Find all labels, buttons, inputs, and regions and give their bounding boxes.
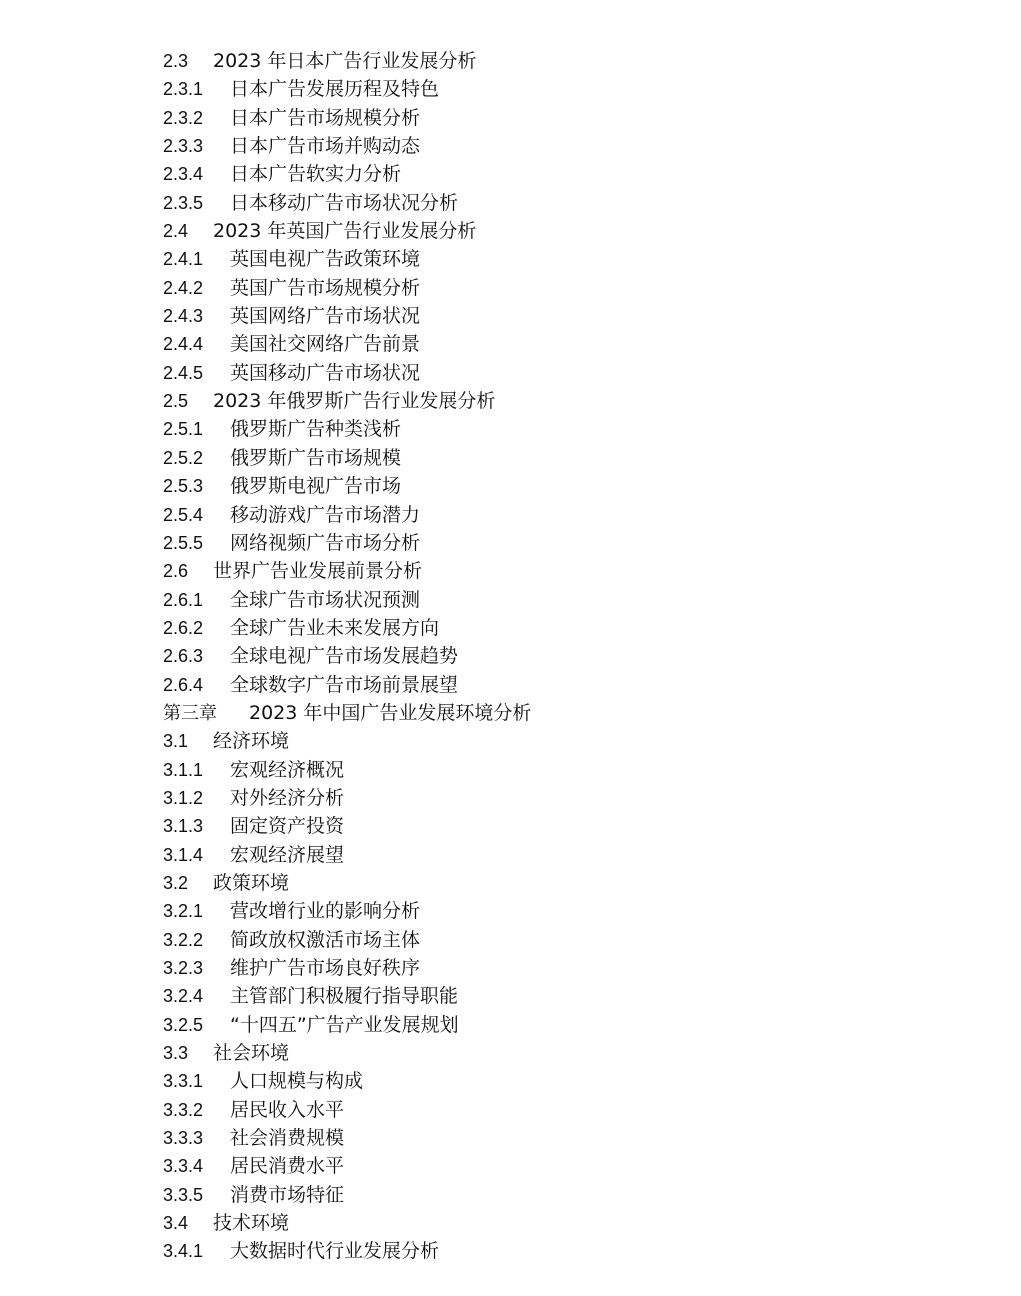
toc-title: 世界广告业发展前景分析 <box>213 560 423 583</box>
subsection-item <box>163 302 531 330</box>
toc-number: 3.3.2 <box>163 1099 204 1120</box>
toc-title: 英国电视广告政策环境 <box>230 248 421 271</box>
toc-title: 技术环境 <box>213 1212 290 1235</box>
toc-number: 3.1 <box>163 731 189 752</box>
toc-number: 2.4 <box>163 221 189 242</box>
subsection-item <box>163 671 531 699</box>
subsection-item <box>163 897 531 925</box>
toc-number: 2.6 <box>163 561 189 582</box>
subsection-item <box>163 160 531 188</box>
subsection-item <box>163 330 531 358</box>
subsection-item <box>163 812 531 840</box>
subsection-item <box>163 614 531 642</box>
toc-number: 3.2.5 <box>163 1014 204 1035</box>
subsection-item <box>163 586 531 614</box>
toc-number: 3.4.1 <box>163 1241 204 1262</box>
toc-title: 全球广告业未来发展方向 <box>230 616 440 639</box>
section-heading <box>163 869 531 897</box>
subsection-item <box>163 75 531 103</box>
toc-title: 人口规模与构成 <box>230 1070 364 1093</box>
subsection-item <box>163 1011 531 1039</box>
toc-title: 俄罗斯广告市场规模 <box>230 446 402 469</box>
toc-number: 2.3.1 <box>163 79 204 100</box>
subsection-item <box>163 444 531 472</box>
toc-number: 3.1.2 <box>163 787 204 808</box>
toc-number: 2.3.5 <box>163 192 204 213</box>
subsection-item <box>163 1096 531 1124</box>
subsection-item <box>163 926 531 954</box>
toc-title: 社会环境 <box>213 1042 290 1065</box>
toc-number: 2.4.2 <box>163 277 204 298</box>
toc-title: 日本广告市场并购动态 <box>230 135 421 158</box>
toc-number: 3.2.3 <box>163 958 204 978</box>
toc-title: 英国移动广告市场状况 <box>230 361 421 384</box>
toc-number: 3.2 <box>163 872 189 893</box>
subsection-item <box>163 415 531 443</box>
toc-title: “十四五”广告产业发展规划 <box>230 1013 459 1036</box>
section-heading <box>163 387 531 415</box>
toc-title: 全球电视广告市场发展趋势 <box>230 645 459 668</box>
subsection-item <box>163 104 531 132</box>
toc-number: 第三章 <box>163 702 217 723</box>
subsection-item <box>163 1067 531 1095</box>
subsection-item <box>163 642 531 670</box>
toc-number: 3.3 <box>163 1043 189 1064</box>
toc-number: 3.2.4 <box>163 986 204 1007</box>
toc-number: 3.3.4 <box>163 1156 204 1177</box>
toc-number: 3.1.3 <box>163 816 204 837</box>
toc-title: 2023 年中国广告业发展环境分析 <box>249 701 532 724</box>
section-heading <box>163 557 531 585</box>
toc-title: 俄罗斯电视广告市场 <box>230 475 402 498</box>
subsection-item <box>163 245 531 273</box>
subsection-item <box>163 274 531 302</box>
toc-title: 日本广告市场规模分析 <box>230 106 421 129</box>
toc-number: 2.4.5 <box>163 362 204 383</box>
toc-title: 日本广告软实力分析 <box>230 163 402 186</box>
toc-title: 居民收入水平 <box>230 1098 345 1121</box>
toc-title: 宏观经济展望 <box>230 843 345 866</box>
toc-number: 3.1.4 <box>163 844 204 865</box>
toc-number: 2.3.2 <box>163 107 204 128</box>
toc-number: 2.4.1 <box>163 249 204 270</box>
subsection-item <box>163 1237 531 1265</box>
table-of-contents <box>163 47 531 1266</box>
toc-title: 英国网络广告市场状况 <box>230 305 421 328</box>
subsection-item <box>163 954 531 982</box>
toc-number: 3.4 <box>163 1213 189 1234</box>
toc-title: 维护广告市场良好秩序 <box>230 957 421 979</box>
toc-number: 3.1.1 <box>163 759 204 780</box>
toc-number: 3.2.2 <box>163 929 204 950</box>
toc-title: 宏观经济概况 <box>230 758 345 781</box>
chapter-heading <box>163 699 531 727</box>
section-heading <box>163 1039 531 1067</box>
toc-number: 2.5 <box>163 391 189 412</box>
subsection-item <box>163 529 531 557</box>
subsection-item <box>163 1181 531 1209</box>
toc-title: 政策环境 <box>213 871 290 894</box>
toc-number: 2.6.1 <box>163 589 204 610</box>
toc-title: 移动游戏广告市场潜力 <box>230 503 421 526</box>
subsection-item <box>163 982 531 1010</box>
toc-number: 2.4.4 <box>163 334 204 355</box>
toc-title: 营改增行业的影响分析 <box>230 900 421 923</box>
toc-title: 全球广告市场状况预测 <box>230 588 421 611</box>
subsection-item <box>163 359 531 387</box>
toc-title: 大数据时代行业发展分析 <box>230 1240 440 1263</box>
subsection-item <box>163 472 531 500</box>
subsection-item <box>163 501 531 529</box>
toc-title: 固定资产投资 <box>230 815 345 838</box>
toc-title: 2023 年日本广告行业发展分析 <box>213 50 477 72</box>
subsection-item <box>163 841 531 869</box>
subsection-item <box>163 756 531 784</box>
toc-number: 2.4.3 <box>163 306 204 327</box>
toc-number: 3.2.1 <box>163 901 204 922</box>
toc-number: 2.5.5 <box>163 532 204 553</box>
toc-number: 2.6.4 <box>163 674 204 695</box>
toc-number: 2.5.2 <box>163 447 204 468</box>
toc-title: 对外经济分析 <box>230 786 345 809</box>
toc-title: 日本移动广告市场状况分析 <box>230 191 459 214</box>
section-heading <box>163 727 531 755</box>
toc-title: 网络视频广告市场分析 <box>230 531 421 554</box>
toc-title: 全球数字广告市场前景展望 <box>230 673 459 696</box>
toc-title: 日本广告发展历程及特色 <box>230 78 440 101</box>
toc-number: 3.3.1 <box>163 1071 204 1092</box>
toc-title: 消费市场特征 <box>230 1183 345 1206</box>
toc-number: 2.6.2 <box>163 617 204 638</box>
toc-title: 经济环境 <box>213 730 290 753</box>
toc-number: 2.5.1 <box>163 419 204 440</box>
section-heading <box>163 1209 531 1237</box>
toc-title: 社会消费规模 <box>230 1127 345 1150</box>
toc-number: 2.6.3 <box>163 646 204 667</box>
subsection-item <box>163 1152 531 1180</box>
subsection-item <box>163 1124 531 1152</box>
toc-number: 2.3.3 <box>163 136 204 157</box>
subsection-item <box>163 189 531 217</box>
subsection-item <box>163 784 531 812</box>
toc-number: 3.3.3 <box>163 1128 204 1149</box>
section-heading <box>163 47 531 75</box>
toc-title: 主管部门积极履行指导职能 <box>230 985 459 1008</box>
toc-title: 英国广告市场规模分析 <box>230 276 421 299</box>
toc-title: 俄罗斯广告种类浅析 <box>230 418 402 441</box>
toc-number: 2.5.3 <box>163 476 204 497</box>
toc-number: 2.5.4 <box>163 504 204 525</box>
toc-title: 简政放权激活市场主体 <box>230 928 421 951</box>
section-heading <box>163 217 531 245</box>
toc-title: 居民消费水平 <box>230 1155 345 1178</box>
toc-number: 3.3.5 <box>163 1184 204 1205</box>
toc-number: 2.3 <box>163 51 189 71</box>
toc-title: 美国社交网络广告前景 <box>230 333 421 356</box>
toc-title: 2023 年英国广告行业发展分析 <box>213 220 477 243</box>
subsection-item <box>163 132 531 160</box>
toc-title: 2023 年俄罗斯广告行业发展分析 <box>213 390 496 413</box>
toc-number: 2.3.4 <box>163 164 204 185</box>
